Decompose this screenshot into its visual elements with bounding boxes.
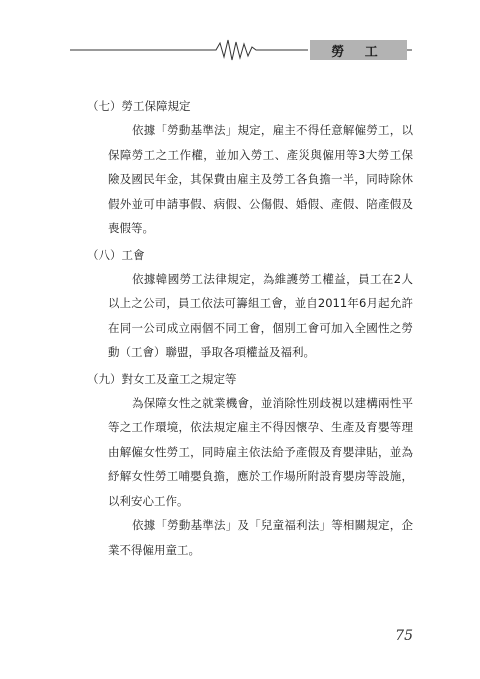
paragraph: 依據韓國勞工法律規定，為維護勞工權益，員工在2人以上之公司，員工依法可籌組工會，並自2011年6月起允許在同一公司成立兩個不同工會，個別工會可加入全國性之勞動（工會）聯盟，爭取各項權益及福利。 [108,271,413,359]
paragraph: 依據「勞動基準法」規定，雇主不得任意解僱勞工，以保障勞工之工作權，並加入勞工、產災與僱用等3大勞工保險及國民年金，其保費由雇主及勞工各負擔一半，同時除休假外並可申請事假、病假、公傷假、婚假、產假、陪產假及喪假等。 [108,123,413,235]
section-title: （八）工會 [87,247,145,262]
paragraph: 為保障女性之就業機會，並消除性別歧視以建構兩性平等之工作環境，依法規定雇主不得因懷孕、生產及育嬰等理由解僱女性勞工，同時雇主依法給予產假及育嬰津貼，並為紓解女性勞工哺嬰負擔，應於工作場所附設育嬰房等設施，以利安心工作。 [108,395,413,508]
heartbeat-line-icon [0,0,480,70]
page-number: 75 [395,628,413,644]
page-header [0,0,480,70]
chapter-tab: 勞 工 [310,40,407,60]
document-body [87,96,413,562]
section-title: （九）對女工及童工之規定等 [87,371,237,386]
paragraph: 依據「勞動基準法」及「兒童福利法」等相關規定，企業不得僱用童工。 [108,518,413,557]
section-title: （七）勞工保障規定 [87,99,191,113]
